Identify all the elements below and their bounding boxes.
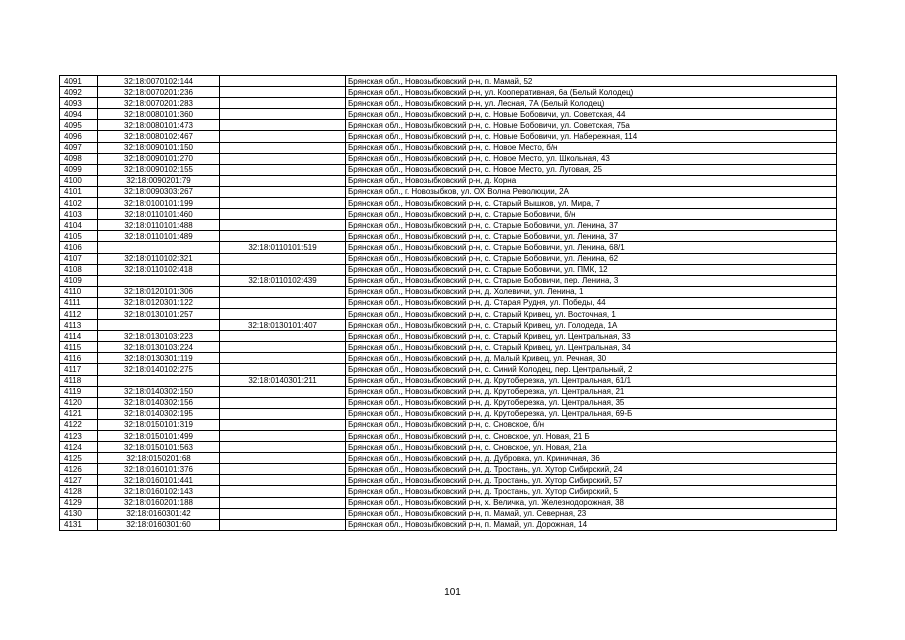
cadastral-number-alt-cell [220, 453, 346, 464]
cadastral-number-cell: 32:18:0120101:306 [98, 286, 220, 297]
cadastral-number-cell: 32:18:0110102:321 [98, 253, 220, 264]
row-number-cell: 4101 [60, 186, 98, 197]
table-row [60, 231, 837, 242]
table-row [60, 153, 837, 164]
row-number-cell: 4129 [60, 497, 98, 508]
row-number-cell: 4097 [60, 142, 98, 153]
cadastral-number-alt-cell [220, 142, 346, 153]
cadastral-number-cell: 32:18:0140102:275 [98, 364, 220, 375]
row-number-cell: 4112 [60, 308, 98, 319]
cadastral-number-cell: 32:18:0090101:270 [98, 153, 220, 164]
cadastral-number-alt-cell [220, 331, 346, 342]
table-row [60, 186, 837, 197]
table-row [60, 220, 837, 231]
row-number-cell: 4127 [60, 475, 98, 486]
cadastral-number-cell: 32:18:0080101:360 [98, 109, 220, 120]
cadastral-number-cell: 32:18:0090303:267 [98, 186, 220, 197]
cadastral-number-cell: 32:18:0110101:460 [98, 209, 220, 220]
cadastral-number-cell: 32:18:0070201:236 [98, 87, 220, 98]
cadastral-number-alt-cell: 32:18:0130101:407 [220, 320, 346, 331]
cadastral-number-alt-cell [220, 253, 346, 264]
row-number-cell: 4104 [60, 220, 98, 231]
cadastral-number-cell [98, 375, 220, 386]
address-cell: Брянская обл., Новозыбковский р-н, с. Старые Бобовичи, ул. Ленина, 62 [346, 253, 837, 264]
address-cell: Брянская обл., Новозыбковский р-н, с. Старый Кривец, ул. Центральная, 33 [346, 331, 837, 342]
page-number: 101 [444, 587, 461, 598]
address-cell: Брянская обл., Новозыбковский р-н, с. Новое Место, б/н [346, 142, 837, 153]
table-row [60, 519, 837, 530]
address-cell: Брянская обл., Новозыбковский р-н, с. Сновское, б/н [346, 419, 837, 430]
row-number-cell: 4121 [60, 408, 98, 419]
cadastral-number-cell: 32:18:0130101:257 [98, 308, 220, 319]
cadastral-number-cell: 32:18:0140302:150 [98, 386, 220, 397]
cadastral-number-cell: 32:18:0120301:122 [98, 297, 220, 308]
table-row [60, 353, 837, 364]
row-number-cell: 4095 [60, 120, 98, 131]
table-row [60, 164, 837, 175]
table-row [60, 308, 837, 319]
address-cell: Брянская обл., Новозыбковский р-н, д. Тростань, ул. Хутор Сибирский, 24 [346, 464, 837, 475]
row-number-cell: 4106 [60, 242, 98, 253]
table-row [60, 120, 837, 131]
table-row [60, 209, 837, 220]
row-number-cell: 4117 [60, 364, 98, 375]
address-cell: Брянская обл., Новозыбковский р-н, с. Старые Бобовичи, ул. Ленина, 68/1 [346, 242, 837, 253]
cadastral-number-alt-cell [220, 264, 346, 275]
table-row [60, 131, 837, 142]
cadastral-number-cell: 32:18:0110101:488 [98, 220, 220, 231]
cadastral-number-alt-cell [220, 198, 346, 209]
address-cell: Брянская обл., Новозыбковский р-н, с. Сновское, ул. Новая, 21 Б [346, 431, 837, 442]
cadastral-number-alt-cell [220, 76, 346, 87]
cadastral-number-cell [98, 275, 220, 286]
address-cell: Брянская обл., Новозыбковский р-н, с. Новое Место, ул. Школьная, 43 [346, 153, 837, 164]
row-number-cell: 4099 [60, 164, 98, 175]
row-number-cell: 4096 [60, 131, 98, 142]
table-row [60, 253, 837, 264]
row-number-cell: 4114 [60, 331, 98, 342]
row-number-cell: 4093 [60, 98, 98, 109]
row-number-cell: 4100 [60, 175, 98, 186]
cadastral-number-alt-cell [220, 353, 346, 364]
table-row [60, 408, 837, 419]
cadastral-number-alt-cell [220, 342, 346, 353]
table-row [60, 375, 837, 386]
table-row [60, 486, 837, 497]
cadastral-number-cell: 32:18:0140302:195 [98, 408, 220, 419]
cadastral-number-alt-cell [220, 120, 346, 131]
row-number-cell: 4109 [60, 275, 98, 286]
row-number-cell: 4130 [60, 508, 98, 519]
address-cell: Брянская обл., Новозыбковский р-н, д. Малый Кривец, ул. Речная, 30 [346, 353, 837, 364]
table-row [60, 275, 837, 286]
address-cell: Брянская обл., Новозыбковский р-н, с. Старые Бобовичи, ул. ПМК, 12 [346, 264, 837, 275]
table-row [60, 397, 837, 408]
cadastral-number-cell [98, 242, 220, 253]
cadastral-number-cell: 32:18:0150201:68 [98, 453, 220, 464]
address-cell: Брянская обл., Новозыбковский р-н, д. Крутоберезка, ул. Центральная, 61/1 [346, 375, 837, 386]
table-row [60, 331, 837, 342]
address-cell: Брянская обл., Новозыбковский р-н, с. Сновское, ул. Новая, 21а [346, 442, 837, 453]
cadastral-number-alt-cell [220, 419, 346, 430]
cadastral-number-cell: 32:18:0160101:441 [98, 475, 220, 486]
address-cell: Брянская обл., Новозыбковский р-н, п. Мамай, 52 [346, 76, 837, 87]
cadastral-number-alt-cell [220, 364, 346, 375]
cadastral-number-cell: 32:18:0110101:489 [98, 231, 220, 242]
row-number-cell: 4113 [60, 320, 98, 331]
cadastral-number-cell: 32:18:0080102:467 [98, 131, 220, 142]
cadastral-number-cell: 32:18:0160201:188 [98, 497, 220, 508]
table-row [60, 297, 837, 308]
cadastral-number-alt-cell [220, 220, 346, 231]
cadastral-number-cell: 32:18:0140302:156 [98, 397, 220, 408]
row-number-cell: 4126 [60, 464, 98, 475]
address-cell: Брянская обл., Новозыбковский р-н, д. Тростань, ул. Хутор Сибирский, 5 [346, 486, 837, 497]
cadastral-number-alt-cell [220, 464, 346, 475]
table-row [60, 342, 837, 353]
cadastral-number-alt-cell [220, 186, 346, 197]
cadastral-number-alt-cell [220, 87, 346, 98]
row-number-cell: 4094 [60, 109, 98, 120]
address-cell: Брянская обл., Новозыбковский р-н, с. Новые Бобовичи, ул. Советская, 75а [346, 120, 837, 131]
cadastral-number-alt-cell [220, 231, 346, 242]
cadastral-number-cell: 32:18:0090102:155 [98, 164, 220, 175]
address-cell: Брянская обл., Новозыбковский р-н, ул. Кооперативная, 6а (Белый Колодец) [346, 87, 837, 98]
cadastral-number-alt-cell [220, 519, 346, 530]
cadastral-number-cell: 32:18:0160301:60 [98, 519, 220, 530]
cadastral-number-cell: 32:18:0150101:563 [98, 442, 220, 453]
row-number-cell: 4128 [60, 486, 98, 497]
address-cell: Брянская обл., Новозыбковский р-н, с. Старый Кривец, ул. Голодеда, 1А [346, 320, 837, 331]
row-number-cell: 4116 [60, 353, 98, 364]
cadastral-number-alt-cell [220, 397, 346, 408]
cadastral-number-cell: 32:18:0070102:144 [98, 76, 220, 87]
address-cell: Брянская обл., Новозыбковский р-н, д. Холевичи, ул. Ленина, 1 [346, 286, 837, 297]
row-number-cell: 4102 [60, 198, 98, 209]
address-cell: Брянская обл., Новозыбковский р-н, с. Старые Бобовичи, ул. Ленина, 37 [346, 231, 837, 242]
row-number-cell: 4098 [60, 153, 98, 164]
address-cell: Брянская обл., Новозыбковский р-н, д. Корна [346, 175, 837, 186]
row-number-cell: 4115 [60, 342, 98, 353]
table-row [60, 286, 837, 297]
cadastral-number-alt-cell [220, 497, 346, 508]
row-number-cell: 4110 [60, 286, 98, 297]
table-row [60, 320, 837, 331]
address-cell: Брянская обл., Новозыбковский р-н, с. Синий Колодец, пер. Центральный, 2 [346, 364, 837, 375]
row-number-cell: 4119 [60, 386, 98, 397]
cadastral-number-cell: 32:18:0130301:119 [98, 353, 220, 364]
row-number-cell: 4107 [60, 253, 98, 264]
table-row [60, 109, 837, 120]
address-cell: Брянская обл., Новозыбковский р-н, с. Старые Бобовичи, ул. Ленина, 37 [346, 220, 837, 231]
row-number-cell: 4125 [60, 453, 98, 464]
table-row [60, 98, 837, 109]
cadastral-number-alt-cell [220, 153, 346, 164]
cadastral-number-alt-cell [220, 308, 346, 319]
cadastral-number-cell: 32:18:0160102:143 [98, 486, 220, 497]
cadastral-number-alt-cell [220, 508, 346, 519]
address-cell: Брянская обл., Новозыбковский р-н, с. Новые Бобовичи, ул. Советская, 44 [346, 109, 837, 120]
address-cell: Брянская обл., Новозыбковский р-н, д. Крутоберезка, ул. Центральная, 69-Б [346, 408, 837, 419]
address-cell: Брянская обл., Новозыбковский р-н, х. Величка, ул. Железнодорожная, 38 [346, 497, 837, 508]
row-number-cell: 4123 [60, 431, 98, 442]
cadastral-number-alt-cell [220, 475, 346, 486]
cadastral-number-alt-cell [220, 109, 346, 120]
address-cell: Брянская обл., Новозыбковский р-н, с. Старый Кривец, ул. Центральная, 34 [346, 342, 837, 353]
cadastral-number-cell: 32:18:0130103:223 [98, 331, 220, 342]
cadastral-number-cell: 32:18:0090101:150 [98, 142, 220, 153]
cadastral-number-alt-cell: 32:18:0110102:439 [220, 275, 346, 286]
cadastral-number-cell [98, 320, 220, 331]
row-number-cell: 4108 [60, 264, 98, 275]
row-number-cell: 4103 [60, 209, 98, 220]
row-number-cell: 4124 [60, 442, 98, 453]
row-number-cell: 4122 [60, 419, 98, 430]
address-cell: Брянская обл., Новозыбковский р-н, ул. Лесная, 7А (Белый Колодец) [346, 98, 837, 109]
cadastral-number-cell: 32:18:0070201:283 [98, 98, 220, 109]
cadastral-number-cell: 32:18:0150101:499 [98, 431, 220, 442]
table-row [60, 242, 837, 253]
row-number-cell: 4092 [60, 87, 98, 98]
table-row [60, 431, 837, 442]
cadastral-number-alt-cell [220, 486, 346, 497]
cadastral-number-alt-cell [220, 286, 346, 297]
table-row [60, 419, 837, 430]
cadastral-number-alt-cell: 32:18:0110101:519 [220, 242, 346, 253]
address-cell: Брянская обл., Новозыбковский р-н, с. Старый Вышков, ул. Мира, 7 [346, 198, 837, 209]
table-row [60, 142, 837, 153]
table-row [60, 264, 837, 275]
address-cell: Брянская обл., Новозыбковский р-н, д. Старая Рудня, ул. Победы, 44 [346, 297, 837, 308]
table-row [60, 386, 837, 397]
address-cell: Брянская обл., Новозыбковский р-н, д. Крутоберезка, ул. Центральная, 35 [346, 397, 837, 408]
cadastral-number-cell: 32:18:0090201:79 [98, 175, 220, 186]
table-row [60, 175, 837, 186]
address-cell: Брянская обл., Новозыбковский р-н, с. Старые Бобовичи, б/н [346, 209, 837, 220]
cadastral-number-cell: 32:18:0080101:473 [98, 120, 220, 131]
cadastral-number-alt-cell [220, 431, 346, 442]
address-cell: Брянская обл., Новозыбковский р-н, п. Мамай, ул. Дорожная, 14 [346, 519, 837, 530]
cadastral-number-alt-cell [220, 175, 346, 186]
row-number-cell: 4131 [60, 519, 98, 530]
cadastral-table [59, 75, 837, 531]
cadastral-number-cell: 32:18:0110102:418 [98, 264, 220, 275]
address-cell: Брянская обл., Новозыбковский р-н, д. Тростань, ул. Хутор Сибирский, 57 [346, 475, 837, 486]
address-cell: Брянская обл., Новозыбковский р-н, с. Старые Бобовичи, пер. Ленина, 3 [346, 275, 837, 286]
cadastral-number-cell: 32:18:0160101:376 [98, 464, 220, 475]
table-row [60, 464, 837, 475]
address-cell: Брянская обл., г. Новозыбков, ул. ОХ Волна Революции, 2А [346, 186, 837, 197]
cadastral-number-alt-cell [220, 164, 346, 175]
address-cell: Брянская обл., Новозыбковский р-н, д. Крутоберезка, ул. Центральная, 21 [346, 386, 837, 397]
table-row [60, 364, 837, 375]
row-number-cell: 4120 [60, 397, 98, 408]
address-cell: Брянская обл., Новозыбковский р-н, с. Новые Бобовичи, ул. Набережная, 114 [346, 131, 837, 142]
cadastral-number-alt-cell: 32:18:0140301:211 [220, 375, 346, 386]
address-cell: Брянская обл., Новозыбковский р-н, с. Старый Кривец, ул. Восточная, 1 [346, 308, 837, 319]
address-cell: Брянская обл., Новозыбковский р-н, с. Новое Место, ул. Луговая, 25 [346, 164, 837, 175]
table-row [60, 497, 837, 508]
table-row [60, 198, 837, 209]
table-row [60, 76, 837, 87]
table-row [60, 508, 837, 519]
table-row [60, 453, 837, 464]
cadastral-number-alt-cell [220, 442, 346, 453]
table-body [60, 76, 837, 531]
row-number-cell: 4091 [60, 76, 98, 87]
address-cell: Брянская обл., Новозыбковский р-н, п. Мамай, ул. Северная, 23 [346, 508, 837, 519]
row-number-cell: 4105 [60, 231, 98, 242]
cadastral-number-cell: 32:18:0160301:42 [98, 508, 220, 519]
table-row [60, 475, 837, 486]
cadastral-number-alt-cell [220, 408, 346, 419]
table-row [60, 442, 837, 453]
cadastral-number-alt-cell [220, 98, 346, 109]
cadastral-number-cell: 32:18:0150101:319 [98, 419, 220, 430]
table-row [60, 87, 837, 98]
row-number-cell: 4118 [60, 375, 98, 386]
cadastral-number-alt-cell [220, 209, 346, 220]
cadastral-number-cell: 32:18:0100101:199 [98, 198, 220, 209]
cadastral-number-alt-cell [220, 297, 346, 308]
address-cell: Брянская обл., Новозыбковский р-н, д. Дубровка, ул. Криничная, 36 [346, 453, 837, 464]
cadastral-number-alt-cell [220, 386, 346, 397]
cadastral-number-alt-cell [220, 131, 346, 142]
cadastral-number-cell: 32:18:0130103:224 [98, 342, 220, 353]
row-number-cell: 4111 [60, 297, 98, 308]
